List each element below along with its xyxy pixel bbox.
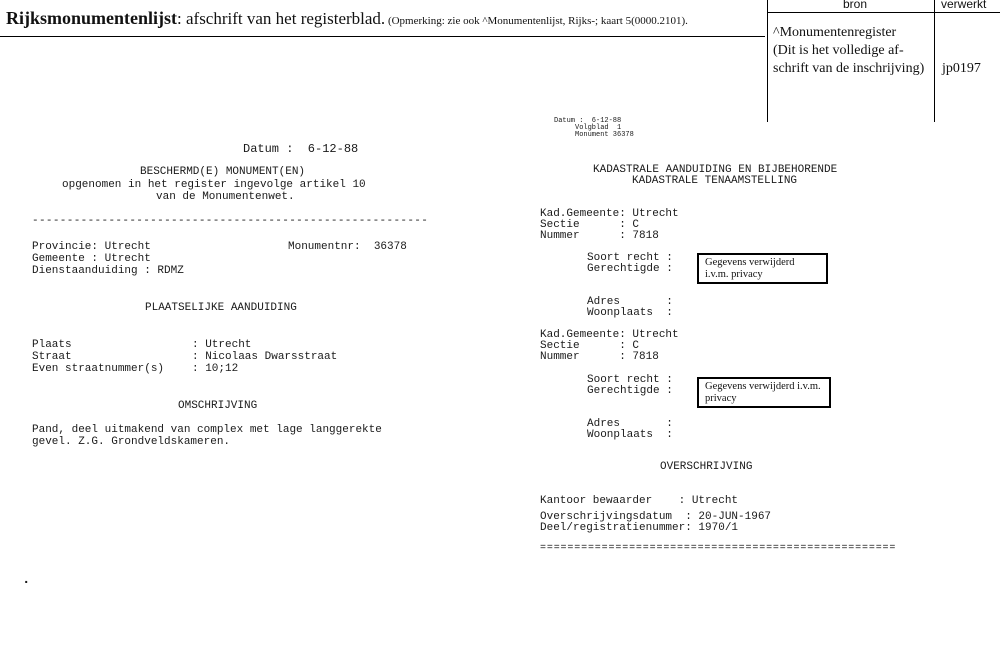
even-label: Even straatnummer(s) (32, 363, 165, 375)
nummer-2: Nummer : 7818 (540, 351, 659, 363)
end-rule: ==================================================== (540, 543, 897, 554)
bron-table-left-border (767, 0, 768, 122)
privacy-redaction-1: Gegevens verwijderd i.v.m. privacy (697, 253, 828, 284)
bron-line-2: (Dit is het volledige af- (773, 43, 904, 58)
bron-table-divider (934, 0, 935, 122)
sectie-2: Sectie : C (540, 340, 640, 352)
verwerkt-value: jp0197 (942, 61, 981, 76)
stray-dot: . (22, 572, 31, 588)
left-heading-2: opgenomen in het register ingevolge artikel 10 (62, 179, 366, 191)
kantoor-bewaarder: Kantoor bewaarder : Utrecht (540, 495, 739, 507)
nummer-1: Nummer : 7818 (540, 230, 659, 242)
title-bold: Rijksmonumentenlijst (6, 8, 178, 28)
left-heading-3: van de Monumentenwet. (156, 191, 295, 203)
plaats-label: Plaats (32, 339, 72, 351)
deel-registratienummer: Deel/registratienummer: 1970/1 (540, 522, 739, 534)
overschrijvingsdatum: Overschrijvingsdatum : 20-JUN-1967 (540, 511, 772, 523)
kad-gemeente-1: Kad.Gemeente: Utrecht (540, 208, 679, 220)
omschrijving-line-2: gevel. Z.G. Grondveldskameren. (32, 436, 231, 448)
overschrijving-heading: OVERSCHRIJVING (660, 461, 753, 473)
gemeente: Gemeente : Utrecht (32, 253, 151, 265)
left-datum: Datum : 6-12-88 (243, 142, 359, 156)
bron-table (767, 0, 1000, 122)
privacy-redaction-2: Gegevens verwijderd i.v.m. privacy (697, 377, 831, 408)
bron-line-3: schrift van de inschrijving) (773, 61, 925, 76)
right-heading-2: KADASTRALE TENAAMSTELLING (632, 175, 798, 187)
verwerkt-column-header: verwerkt (941, 0, 987, 11)
left-heading-1: BESCHERMD(E) MONUMENT(EN) (140, 166, 306, 178)
dienstaanduiding: Dienstaanduiding : RDMZ (32, 265, 184, 277)
provincie: Provincie: Utrecht (32, 241, 151, 253)
right-small-volgblad: Volgblad 1 (575, 124, 622, 132)
title-note: (Opmerking: zie ook ^Monumentenlijst, Rijks-; kaart 5(0000.2101). (385, 15, 688, 27)
bron-line-1: ^Monumentenregister (773, 25, 897, 40)
header-rule (0, 36, 765, 37)
title-rest: : afschrift van het registerblad. (177, 9, 386, 28)
right-small-datum: Datum : 6-12-88 (554, 117, 622, 125)
kad-gemeente-2: Kad.Gemeente: Utrecht (540, 329, 679, 341)
monumentnr: Monumentnr: 36378 (288, 241, 407, 253)
woonplaats-1: Woonplaats : (587, 307, 673, 319)
woonplaats-2: Woonplaats : (587, 429, 673, 441)
bron-table-header-rule (767, 12, 1000, 13)
right-heading-1: KADASTRALE AANDUIDING EN BIJBEHORENDE (593, 164, 838, 176)
adres-2: Adres : (587, 418, 673, 430)
bron-column-header: bron (843, 0, 868, 11)
straat-value: : Nicolaas Dwarsstraat (192, 351, 338, 363)
adres-1: Adres : (587, 296, 673, 308)
straat-label: Straat (32, 351, 72, 363)
document-title (6, 8, 688, 29)
gerechtigde-2: Gerechtigde : (587, 385, 673, 397)
omschrijving-heading: OMSCHRIJVING (178, 400, 258, 412)
soort-recht-2: Soort recht : (587, 374, 673, 386)
gerechtigde-1: Gerechtigde : (587, 263, 673, 275)
plaats-value: : Utrecht (192, 339, 252, 351)
soort-recht-1: Soort recht : (587, 252, 673, 264)
omschrijving-line-1: Pand, deel uitmakend van complex met lage langgerekte (32, 424, 382, 436)
right-small-monument: Monument 36378 (575, 131, 634, 139)
sectie-1: Sectie : C (540, 219, 640, 231)
even-value: : 10;12 (192, 363, 239, 375)
plaatselijke-heading: PLAATSELIJKE AANDUIDING (145, 302, 297, 314)
left-separator: --------------------------------------------------------- (32, 215, 429, 227)
